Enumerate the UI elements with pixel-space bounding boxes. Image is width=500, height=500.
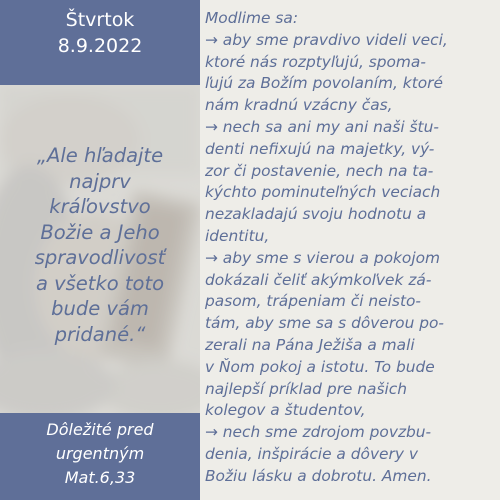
- prayer-line: nám kradnú vzácny čas,: [205, 96, 393, 115]
- prayer-line: zor či postavenie, nech na ta-: [205, 161, 434, 180]
- prayer-line: tám, aby sme sa s dôverou po-: [205, 314, 444, 333]
- prayer-line: v Ňom pokoj a istotu. To bude: [205, 357, 435, 376]
- prayer-line: denti nefixujú na majetky, vý-: [205, 139, 435, 158]
- prayer-line: kolegov a študentov,: [205, 401, 366, 420]
- bible-reference: Mat.6,33: [64, 468, 136, 487]
- prayer-line: → aby sme pravdivo videli veci,: [205, 30, 448, 49]
- quote-line: „Ale hľadajte: [36, 144, 164, 167]
- day-label: Štvrtok: [65, 9, 135, 31]
- prayer-line: Božiu lásku a dobrotu. Amen.: [205, 466, 432, 485]
- prayer-line: kýchto pominuteľných veciach: [205, 183, 441, 202]
- quote-line: spravodlivosť: [34, 246, 166, 269]
- reference-box: [0, 413, 200, 500]
- prayer-line: → aby sme s vierou a pokojom: [205, 248, 441, 267]
- quote-line: Božie a Jeho: [40, 220, 160, 244]
- prayer-line: dokázali čeliť akýmkoľvek zá-: [205, 270, 432, 289]
- prayer-text: [205, 8, 495, 488]
- prayer-line: ktoré nás rozptyľujú, spoma-: [205, 52, 426, 71]
- date-box: [0, 0, 200, 85]
- prayer-line: najlepší príklad pre našich: [205, 379, 407, 398]
- quote-line: kráľovstvo: [49, 195, 151, 218]
- prayer-line: denia, inšpirácie a dôvery v: [205, 444, 418, 463]
- reference-line: urgentným: [55, 444, 145, 463]
- prayer-line: pasom, trápeniam či neisto-: [205, 292, 421, 311]
- prayer-line: → nech sa ani my ani naši štu-: [205, 117, 439, 136]
- prayer-heading: Modlime sa:: [205, 9, 299, 27]
- quote-line: pridané.“: [54, 322, 146, 346]
- prayer-line: zerali na Pána Ježiša a mali: [205, 335, 415, 354]
- quote-line: bude vám: [51, 297, 149, 320]
- prayer-line: → nech sme zdrojom povzbu-: [205, 423, 432, 442]
- left-panel: [0, 0, 200, 500]
- prayer-line: ľujú za Božím povolaním, ktoré: [205, 74, 443, 93]
- bible-quote: [0, 143, 200, 347]
- right-panel: [200, 0, 500, 500]
- prayer-line: nezakladajú svoju hodnotu a: [205, 205, 427, 224]
- quote-line: a všetko toto: [35, 271, 165, 295]
- quote-line: najprv: [69, 169, 131, 193]
- date-label: 8.9.2022: [57, 35, 143, 57]
- reference-line: Dôležité pred: [46, 420, 154, 439]
- prayer-line: identitu,: [205, 226, 270, 245]
